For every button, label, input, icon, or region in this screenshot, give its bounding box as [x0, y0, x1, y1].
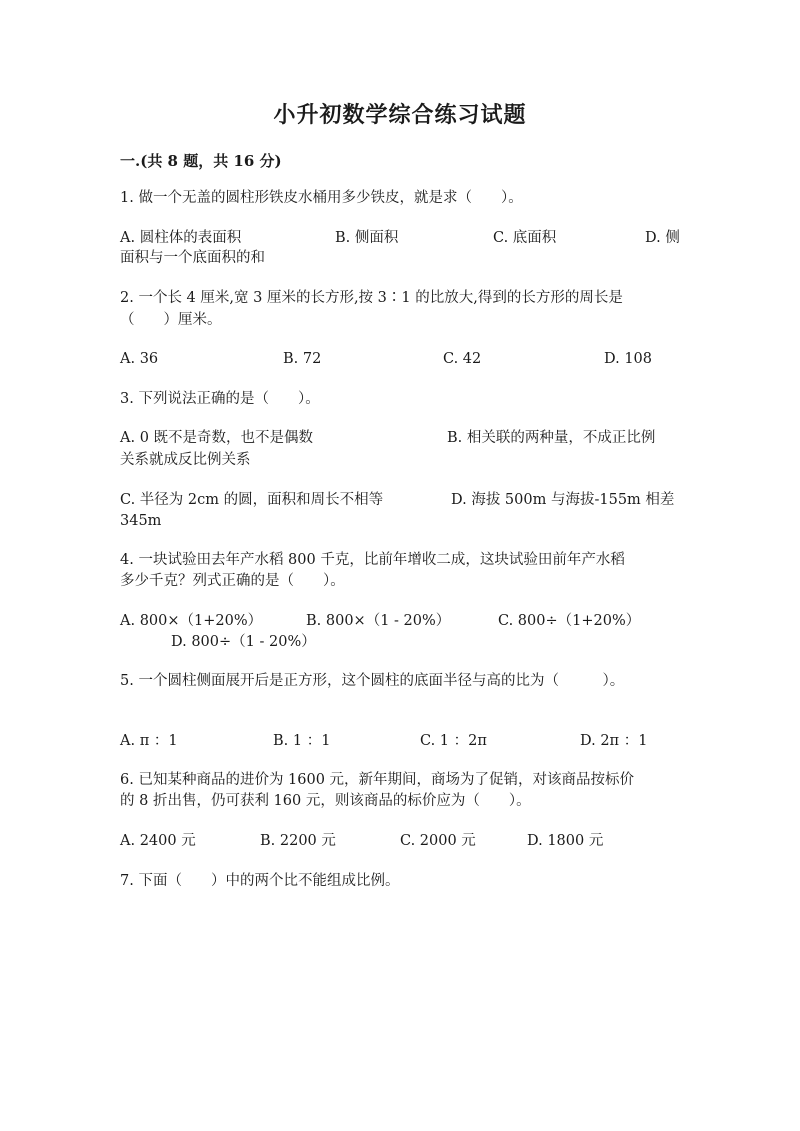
question-6-option-d: D. 1800 元 [527, 833, 604, 849]
question-1-option-b: B. 侧面积 [335, 230, 399, 246]
question-3-option-b: B. 相关联的两种量，不成正比例 [447, 430, 656, 446]
question-6-option-a: A. 2400 元 [120, 833, 196, 849]
question-1-option-d-cont: 面积与一个底面积的和 [120, 250, 265, 266]
question-6-stem: 6. 已知某种商品的进价为 1600 元，新年期间，商场为了促销，对该商品按标价 [120, 772, 635, 788]
question-6-stem-cont: 的 8 折出售，仍可获利 160 元，则该商品的标价应为（ ）。 [120, 793, 531, 809]
question-2-stem: 2. 一个长 4 厘米,宽 3 厘米的长方形,按 3∶1 的比放大,得到的长方形的周长是 [120, 290, 623, 306]
question-3-stem: 3. 下列说法正确的是（ ）。 [120, 391, 320, 407]
question-5-option-a: A. π ：1 [120, 733, 178, 749]
question-3-option-a: A. 0 既不是奇数，也不是偶数 [120, 430, 314, 446]
question-4-option-d: D. 800÷（1 - 20%） [171, 634, 316, 650]
question-5-option-c: C. 1 ：2π [420, 733, 487, 749]
question-3-option-c: C. 半径为 2cm 的圆，面积和周长不相等 [120, 492, 384, 508]
section-heading: 一.(共 8 题，共 16 分) [120, 152, 282, 170]
question-3-option-d: D. 海拔 500m 与海拔-155m 相差 [451, 492, 675, 508]
question-5-stem: 5. 一个圆柱侧面展开后是正方形，这个圆柱的底面半径与高的比为（ ）。 [120, 673, 625, 689]
question-1-stem: 1. 做一个无盖的圆柱形铁皮水桶用多少铁皮，就是求（ ）。 [120, 190, 523, 206]
question-4-option-b: B. 800×（1 - 20%） [306, 613, 451, 629]
question-2-stem-cont: （ ）厘米。 [120, 312, 222, 328]
question-3-option-b-cont: 关系就成反比例关系 [120, 452, 251, 468]
question-2-option-a: A. 36 [120, 351, 159, 367]
question-4-stem-cont: 多少千克？列式正确的是（ ）。 [120, 573, 345, 589]
question-5-option-d: D. 2π ：1 [580, 733, 648, 749]
question-2-option-d: D. 108 [604, 351, 653, 367]
page-title: 小升初数学综合练习试题 [273, 102, 527, 128]
question-7-stem: 7. 下面（ ）中的两个比不能组成比例。 [120, 873, 400, 889]
question-4-option-c: C. 800÷（1+20%） [498, 613, 641, 629]
question-1-option-d: D. 侧 [645, 230, 680, 246]
question-6-option-b: B. 2200 元 [260, 833, 336, 849]
question-6-option-c: C. 2000 元 [400, 833, 476, 849]
question-1-option-a: A. 圆柱体的表面积 [120, 230, 242, 246]
question-1-option-c: C. 底面积 [493, 230, 557, 246]
question-5-option-b: B. 1 ：1 [273, 733, 331, 749]
question-4-option-a: A. 800×（1+20%） [120, 613, 263, 629]
question-4-stem: 4. 一块试验田去年产水稻 800 千克，比前年增收二成，这块试验田前年产水稻 [120, 552, 625, 568]
question-2-option-b: B. 72 [283, 351, 322, 367]
question-2-option-c: C. 42 [443, 351, 482, 367]
question-3-option-d-cont: 345m [120, 513, 162, 529]
